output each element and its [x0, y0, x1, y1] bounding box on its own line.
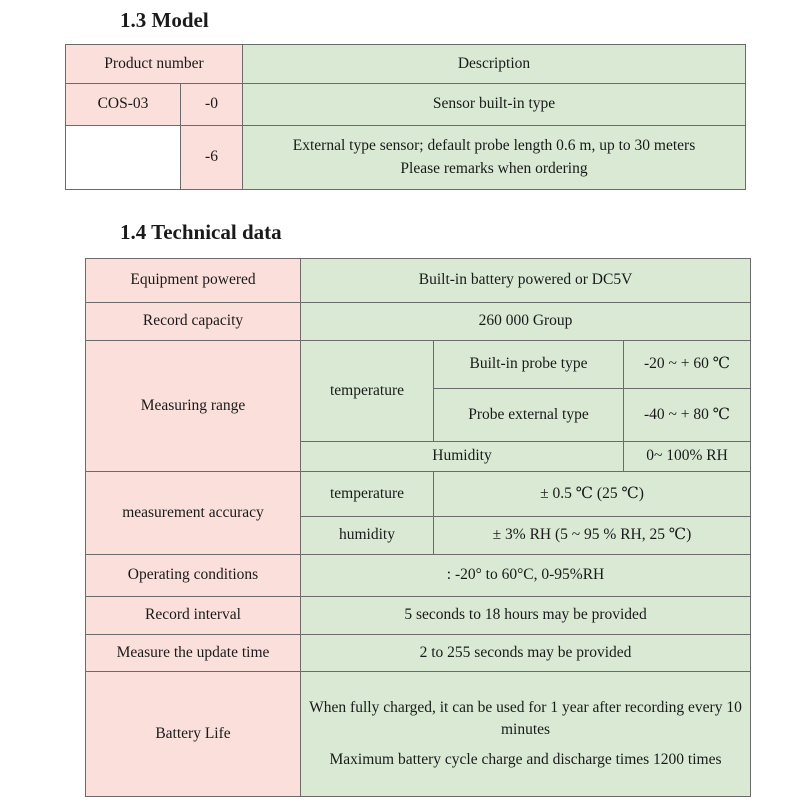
section-heading-technical: 1.4 Technical data	[120, 220, 282, 244]
value-humidity-range: 0~ 100% RH	[624, 442, 751, 472]
label-record-interval: Record interval	[86, 597, 301, 635]
model-table-header-row	[66, 45, 746, 84]
row-battery-life	[86, 672, 751, 797]
row-equipment-powered	[86, 259, 751, 303]
label-humidity-range: Humidity	[301, 442, 624, 472]
label-measure-update-time: Measure the update time	[86, 635, 301, 672]
label-accuracy-humidity: humidity	[301, 517, 434, 555]
model-description-external-line1: External type sensor; default probe length 0.6 m, up to 30 meters	[292, 136, 696, 154]
value-battery-life	[301, 672, 751, 797]
value-record-interval: 5 seconds to 18 hours may be provided	[301, 597, 751, 635]
row-record-capacity	[86, 303, 751, 341]
model-row-external	[66, 126, 746, 190]
row-measuring-range-builtin	[86, 341, 751, 389]
model-header-description: Description	[243, 45, 746, 84]
label-external-probe-type: Probe external type	[434, 389, 624, 442]
label-measuring-range: Measuring range	[86, 341, 301, 472]
label-measurement-accuracy: measurement accuracy	[86, 472, 301, 555]
value-operating-conditions: : -20° to 60°C, 0-95%RH	[301, 555, 751, 597]
label-battery-life: Battery Life	[86, 672, 301, 797]
value-record-capacity: 260 000 Group	[301, 303, 751, 341]
model-cell-empty	[66, 126, 181, 190]
row-operating-conditions	[86, 555, 751, 597]
model-row-builtin	[66, 84, 746, 126]
model-table	[65, 44, 746, 190]
document-page	[0, 8, 800, 800]
model-header-product-number: Product number	[66, 45, 243, 84]
model-cell-suffix-6: -6	[181, 126, 243, 190]
value-external-probe-range: -40 ~ + 80 ℃	[624, 389, 751, 442]
value-accuracy-temperature: ± 0.5 ℃ (25 ℃)	[434, 472, 751, 517]
label-equipment-powered: Equipment powered	[86, 259, 301, 303]
battery-life-line1: When fully charged, it can be used for 1 year after recording every 10 minutes	[309, 698, 742, 739]
row-measure-update-time	[86, 635, 751, 672]
model-cell-product-number: COS-03	[66, 84, 181, 126]
value-equipment-powered: Built-in battery powered or DC5V	[301, 259, 751, 303]
model-cell-description-builtin: Sensor built-in type	[243, 84, 746, 126]
label-accuracy-temperature: temperature	[301, 472, 434, 517]
battery-life-line2: Maximum battery cycle charge and discharge times 1200 times	[329, 750, 722, 768]
row-accuracy-temperature	[86, 472, 751, 517]
model-cell-suffix-0: -0	[181, 84, 243, 126]
model-cell-description-external	[243, 126, 746, 190]
technical-data-table	[85, 258, 751, 797]
value-accuracy-humidity: ± 3% RH (5 ~ 95 % RH, 25 ℃)	[434, 517, 751, 555]
label-measuring-range-temperature: temperature	[301, 341, 434, 442]
label-operating-conditions: Operating conditions	[86, 555, 301, 597]
value-builtin-probe-range: -20 ~ + 60 ℃	[624, 341, 751, 389]
label-builtin-probe-type: Built-in probe type	[434, 341, 624, 389]
row-record-interval	[86, 597, 751, 635]
section-heading-model: 1.3 Model	[120, 8, 209, 32]
value-measure-update-time: 2 to 255 seconds may be provided	[301, 635, 751, 672]
model-description-external-line2: Please remarks when ordering	[400, 160, 588, 177]
label-record-capacity: Record capacity	[86, 303, 301, 341]
